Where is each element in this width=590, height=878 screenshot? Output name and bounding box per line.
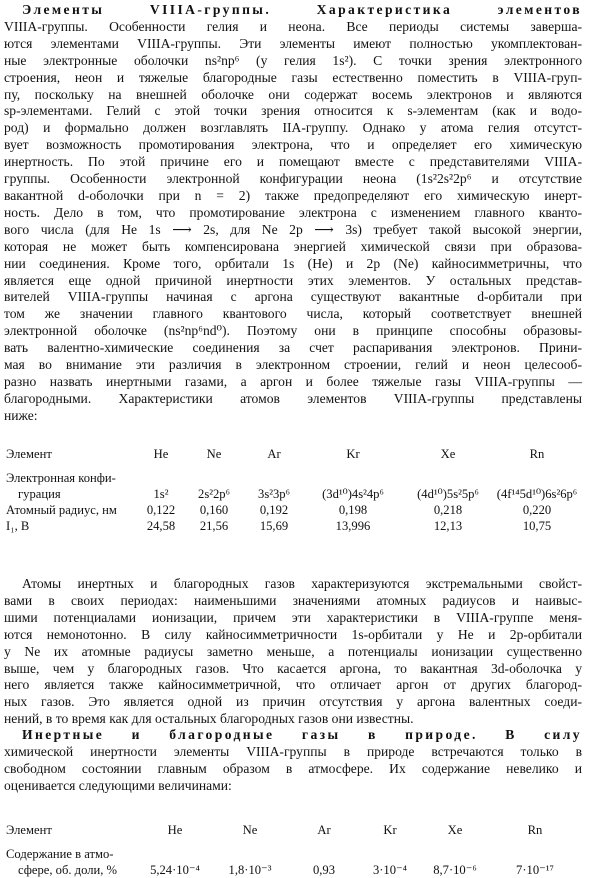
- row-label: сфере, об. доли, %: [18, 863, 118, 877]
- table-cell: 0,122: [146, 503, 176, 517]
- table-cell: 15,69: [259, 519, 289, 533]
- table-cell: 13,996: [335, 519, 371, 533]
- table-atmosphere-content: [6, 822, 580, 878]
- text-line: него является также кайносимметричной, что отличает аргон от других благород-: [4, 677, 582, 693]
- table-cell: (4f¹⁴5d¹⁰)6s²6p⁶: [496, 487, 578, 501]
- table-cell: Xe: [447, 823, 463, 837]
- table-spacer: [6, 838, 580, 846]
- text-line: электронной оболочке (ns²np⁶nd⁰). Поэтому они в принципе способны образовы-: [4, 323, 582, 339]
- table-cell: 7·10⁻¹⁷: [516, 863, 554, 877]
- table-cell: [138, 846, 212, 862]
- table-cell: 0,160: [199, 503, 229, 517]
- text-line: нии соединения. Кроме того, орбитали 1s (He) и 2p (Ne) кайносимметричны, что: [4, 255, 582, 271]
- table-spacer: [6, 462, 580, 470]
- text-line: вителей VIIIA-группы начиная с аргона существуют вакантные d-орбитали при: [4, 289, 582, 305]
- table-cell: Ne: [242, 823, 258, 837]
- table-row: [6, 846, 580, 862]
- text-line: sp-элементами. Гелий с этой точки зрения относится к s-элементам (как и водо-: [4, 103, 582, 119]
- text-line: том же значении главного квантового числа, который соответствует внешней: [4, 306, 582, 322]
- table-cell: [420, 846, 490, 862]
- table-cell: [288, 846, 360, 862]
- text-line: мая во внимание эти различия в электронном строении, гелий и неон целесооб-: [4, 357, 582, 373]
- table-cell: [244, 470, 304, 486]
- table-atomic-characteristics: [6, 446, 580, 534]
- table-header-row: [6, 822, 580, 838]
- text-line: у Ne их атомные радиусы заметно меньше, а потенциалы ионизации существенно: [4, 643, 582, 659]
- table-header-row: [6, 446, 580, 462]
- text-line: Элементы VIIIA-группы. Характеристика элементов: [22, 2, 582, 17]
- table-cell: [304, 470, 402, 486]
- table-cell: 0,220: [522, 503, 552, 517]
- table-cell: (4d¹⁰)5s²5p⁶: [417, 487, 479, 501]
- text-line: выше, чем у благородных газов. Что касается аргона, то вакантная 3d-оболочка у: [4, 660, 582, 676]
- table-cell: 2s²2p⁶: [198, 487, 230, 501]
- table-row: [6, 518, 580, 534]
- text-line: вует возможность промотирования электрона, что и определяет его химическую: [4, 137, 582, 153]
- table-cell: [184, 470, 244, 486]
- table-cell: 0,192: [259, 503, 289, 517]
- text-line: группы. Особенности электронной конфигурации неона (1s²2s²2p⁶ и отсутствие: [4, 171, 582, 187]
- table-cell: Kr: [383, 823, 397, 837]
- table-cell: (3d¹⁰)4s²4p⁶: [322, 487, 384, 501]
- text-line: вать валентно-химические соединения за счет распаривания электронов. Прини-: [4, 340, 582, 356]
- table-cell: [138, 470, 184, 486]
- text-line: ность. Дело в том, что промотирование электрона с изменением главного кванто-: [4, 204, 582, 220]
- table-cell: [494, 470, 580, 486]
- table-cell: 24,58: [146, 519, 176, 533]
- table-row: [6, 486, 580, 502]
- text-line: ные электронные оболочки ns²np⁶ (у гелия 1s²). С точки зрения электронного: [4, 52, 582, 68]
- row-label: Элемент: [6, 447, 52, 461]
- text-line: Инертные и благородные газы в природе. В силу: [22, 727, 582, 742]
- text-line: вакантной d-оболочки при n = 2) также предопределяют его химическую инерт-: [4, 187, 582, 203]
- paragraph-extremal-properties: [4, 576, 582, 728]
- table-cell: Xe: [440, 447, 456, 461]
- table-cell: Ne: [206, 447, 222, 461]
- table-row: [6, 502, 580, 518]
- text-line: VIIIA-группы. Особенности гелия и неона. Все периоды системы заверша-: [4, 18, 582, 34]
- text-line: ных газов. Это является одной из причин отсутствия у аргона валентных соеди-: [4, 694, 582, 710]
- table-cell: Rn: [527, 823, 543, 837]
- text-line: вого числа (для He 1s ⟶ 2s, для Ne 2p ⟶ 3s) требует такой высокой энергии,: [4, 221, 582, 237]
- row-label: I₁, В: [6, 519, 30, 533]
- text-line: инертность. По этой причине его и помещают вместе с представителями VIIIA-: [4, 154, 582, 170]
- row-label: Атомный радиус, нм: [6, 503, 117, 517]
- text-line: свободном состоянии главным образом в атмосфере. Их содержание невелико и: [4, 760, 582, 776]
- table-cell: 8,7·10⁻⁶: [433, 863, 477, 877]
- text-line: оценивается следующими величинами:: [4, 777, 232, 793]
- table-cell: 12,13: [433, 519, 463, 533]
- table-cell: Ar: [317, 823, 331, 837]
- text-line: Атомы инертных и благородных газов характеризуются экстремальными свойст-: [22, 576, 582, 591]
- table-cell: He: [167, 823, 183, 837]
- text-line: разно назвать инертными газами, а аргон и более тяжелые газы VIIIA-группы —: [4, 373, 582, 389]
- table-cell: 1s²: [153, 487, 169, 501]
- text-line: ются элементами VIIIA-группы. Эти элементы имеют полностью укомплектован-: [4, 35, 582, 51]
- text-line: химической инертности элементы VIIIA-группы в природе встречаются только в: [4, 743, 582, 759]
- text-line: ются немонотонно. В силу кайносимметричности 1s-орбитали у He и 2p-орбитали: [4, 626, 582, 642]
- table-cell: Ar: [267, 447, 281, 461]
- table-cell: 1,8·10⁻³: [228, 863, 272, 877]
- table-cell: 21,56: [199, 519, 229, 533]
- text-line: пу, поскольку на внешней оболочке они содержат восемь электронов и являются: [4, 86, 582, 102]
- table-cell: [402, 470, 494, 486]
- table-cell: 5,24·10⁻⁴: [150, 863, 200, 877]
- row-label: Элемент: [6, 823, 52, 837]
- table-cell: 3s²3p⁶: [258, 487, 290, 501]
- table-cell: [490, 846, 580, 862]
- paragraph-elements-viiia: [4, 2, 582, 425]
- text-line: ниже:: [4, 407, 38, 423]
- text-line: благородными. Характеристики атомов элементов VIIIA-группы представлены: [4, 390, 582, 406]
- table-cell: 3·10⁻⁴: [372, 863, 408, 877]
- table-cell: 0,93: [312, 863, 336, 877]
- text-line: строения, неон и тяжелые благородные газы естественно поместить в VIIIA-груп-: [4, 69, 582, 85]
- paragraph-gases-in-nature: [4, 727, 582, 795]
- row-label: Содержание в атмо-: [6, 847, 114, 861]
- row-label: гурация: [18, 487, 61, 501]
- table-cell: [212, 846, 288, 862]
- table-cell: Rn: [529, 447, 545, 461]
- text-line: шими потенциалами ионизации, причем эти характеристики в VIIIA-группе меня-: [4, 609, 582, 625]
- table-cell: He: [153, 447, 169, 461]
- row-label: Электронная конфи-: [6, 471, 116, 485]
- table-cell: 0,218: [433, 503, 463, 517]
- text-line: которая не может быть компенсирована энергией химической связи при образова-: [4, 238, 582, 254]
- table-row: [6, 470, 580, 486]
- table-cell: Kr: [346, 447, 360, 461]
- table-cell: 0,198: [338, 503, 368, 517]
- text-line: является еще одной причиной инертности этих элементов. У остальных представ-: [4, 272, 582, 288]
- text-line: род) и формально должен возглавлять IIA-группу. Однако у атома гелия отсутст-: [4, 120, 582, 136]
- table-cell: 10,75: [522, 519, 552, 533]
- table-cell: [360, 846, 420, 862]
- text-line: вами в своих периодах: наименьшими значениями атомных радиусов и наивыс-: [4, 592, 582, 608]
- text-line: нений, в то время как для остальных благородных газов они известны.: [4, 711, 414, 727]
